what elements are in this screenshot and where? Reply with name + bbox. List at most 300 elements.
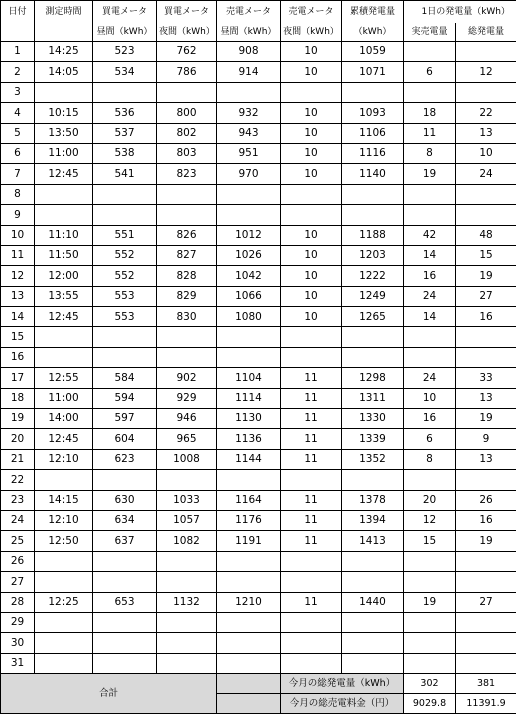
buy-night-cell: 902 (157, 368, 217, 388)
actual-sell-cell (404, 42, 456, 62)
time-cell: 11:50 (35, 245, 93, 265)
sell2-cell: 10 (281, 225, 342, 245)
time-cell: 12:45 (35, 429, 93, 449)
actual-sell-cell (404, 347, 456, 367)
buy-night-cell: 1132 (157, 592, 217, 612)
total-gen-cell: 19 (456, 409, 516, 429)
header-daily-generation: 1日の発電量（kWh） (404, 1, 516, 24)
sell-cell: 1144 (217, 449, 281, 469)
total-gen-cell (456, 327, 516, 347)
sell2-cell (281, 205, 342, 225)
buy-day-cell: 604 (93, 429, 157, 449)
total-gen-cell: 13 (456, 123, 516, 143)
time-cell: 11:10 (35, 225, 93, 245)
total-gen-cell (456, 612, 516, 632)
cumulative-cell: 1311 (342, 388, 404, 408)
total-gen-cell: 10 (456, 143, 516, 163)
cumulative-cell: 1222 (342, 266, 404, 286)
cumulative-cell (342, 633, 404, 653)
buy-day-cell: 553 (93, 286, 157, 306)
sell2-cell (281, 347, 342, 367)
day-cell: 28 (1, 592, 35, 612)
sell-cell (217, 470, 281, 490)
day-cell: 31 (1, 653, 35, 673)
cumulative-cell: 1071 (342, 62, 404, 82)
cumulative-cell: 1116 (342, 143, 404, 163)
table-row (1, 327, 516, 347)
buy-night-cell (157, 551, 217, 571)
time-cell (35, 82, 93, 102)
buy-day-cell (93, 327, 157, 347)
sell2-cell: 11 (281, 388, 342, 408)
sell-cell: 951 (217, 143, 281, 163)
time-cell (35, 470, 93, 490)
day-cell: 30 (1, 633, 35, 653)
table-row (1, 184, 516, 204)
day-cell: 5 (1, 123, 35, 143)
total-gen-cell (456, 633, 516, 653)
total-label: 合計 (1, 674, 217, 714)
time-cell: 12:50 (35, 531, 93, 551)
sell2-cell (281, 470, 342, 490)
buy-night-cell (157, 205, 217, 225)
buy-day-cell: 553 (93, 307, 157, 327)
buy-night-cell: 800 (157, 103, 217, 123)
subheader-row (1, 23, 516, 42)
buy-day-cell (93, 184, 157, 204)
cumulative-cell: 1265 (342, 307, 404, 327)
sell-cell (217, 82, 281, 102)
monthly-generation-label: 今月の総発電量（kWh） (281, 674, 404, 694)
actual-sell-cell: 15 (404, 531, 456, 551)
sell2-cell (281, 612, 342, 632)
total-gen-cell: 19 (456, 266, 516, 286)
total-gen-cell (456, 42, 516, 62)
actual-sell-cell: 24 (404, 286, 456, 306)
subheader-sell: 昼間（kWh） (217, 23, 281, 42)
sell-cell (217, 572, 281, 592)
total-gen-cell (456, 184, 516, 204)
total-gen-cell (456, 551, 516, 571)
total-gen-cell: 22 (456, 103, 516, 123)
buy-day-cell: 536 (93, 103, 157, 123)
sell2-cell: 10 (281, 62, 342, 82)
total-gen-cell: 48 (456, 225, 516, 245)
sell2-cell: 10 (281, 123, 342, 143)
total-gen-cell: 33 (456, 368, 516, 388)
table-row (1, 510, 516, 530)
sell-cell: 1104 (217, 368, 281, 388)
day-cell: 8 (1, 184, 35, 204)
actual-sell-cell: 16 (404, 266, 456, 286)
sell-cell: 970 (217, 164, 281, 184)
buy-night-cell: 802 (157, 123, 217, 143)
actual-sell-cell (404, 327, 456, 347)
buy-night-cell: 929 (157, 388, 217, 408)
time-cell: 12:25 (35, 592, 93, 612)
time-cell: 14:05 (35, 62, 93, 82)
day-cell: 6 (1, 143, 35, 163)
sell-cell (217, 205, 281, 225)
cumulative-cell: 1330 (342, 409, 404, 429)
day-cell: 25 (1, 531, 35, 551)
buy-night-cell (157, 184, 217, 204)
buy-night-cell: 829 (157, 286, 217, 306)
cumulative-cell: 1093 (342, 103, 404, 123)
buy-night-cell (157, 653, 217, 673)
table-row (1, 368, 516, 388)
cumulative-cell (342, 347, 404, 367)
time-cell: 12:55 (35, 368, 93, 388)
table-row (1, 307, 516, 327)
table-row (1, 551, 516, 571)
cumulative-cell (342, 572, 404, 592)
time-cell: 11:00 (35, 388, 93, 408)
table-row (1, 572, 516, 592)
buy-night-cell: 803 (157, 143, 217, 163)
sell-cell: 1130 (217, 409, 281, 429)
table-row (1, 388, 516, 408)
buy-day-cell: 630 (93, 490, 157, 510)
cumulative-cell (342, 184, 404, 204)
buy-night-cell (157, 612, 217, 632)
buy-night-cell: 1033 (157, 490, 217, 510)
time-cell (35, 327, 93, 347)
sell-cell (217, 633, 281, 653)
subheader-cumulative: （kWh） (342, 23, 404, 42)
buy-day-cell (93, 470, 157, 490)
cumulative-cell (342, 653, 404, 673)
table-row (1, 347, 516, 367)
day-cell: 7 (1, 164, 35, 184)
cumulative-cell: 1394 (342, 510, 404, 530)
day-cell: 16 (1, 347, 35, 367)
time-cell (35, 205, 93, 225)
sell-cell: 1042 (217, 266, 281, 286)
sell-cell (217, 327, 281, 347)
sell-cell: 1210 (217, 592, 281, 612)
table-row (1, 490, 516, 510)
time-cell (35, 551, 93, 571)
buy-day-cell (93, 653, 157, 673)
time-cell: 14:00 (35, 409, 93, 429)
buy-night-cell: 823 (157, 164, 217, 184)
sell2-cell (281, 82, 342, 102)
table-row (1, 531, 516, 551)
total-gen-cell (456, 653, 516, 673)
cumulative-cell: 1440 (342, 592, 404, 612)
total-gen-cell: 13 (456, 388, 516, 408)
sell-cell: 1176 (217, 510, 281, 530)
time-cell: 13:55 (35, 286, 93, 306)
sell-cell: 1012 (217, 225, 281, 245)
sell-cell: 914 (217, 62, 281, 82)
day-cell: 19 (1, 409, 35, 429)
buy-night-cell (157, 470, 217, 490)
cumulative-cell: 1352 (342, 449, 404, 469)
buy-night-cell: 826 (157, 225, 217, 245)
cumulative-cell (342, 82, 404, 102)
cumulative-cell: 1203 (342, 245, 404, 265)
day-cell: 26 (1, 551, 35, 571)
sell-cell: 908 (217, 42, 281, 62)
sell-cell: 1191 (217, 531, 281, 551)
total-gen-cell: 16 (456, 510, 516, 530)
table-row (1, 123, 516, 143)
buy-night-cell: 1082 (157, 531, 217, 551)
cumulative-cell (342, 327, 404, 347)
sell-cell: 1080 (217, 307, 281, 327)
time-cell (35, 572, 93, 592)
actual-sell-cell: 8 (404, 143, 456, 163)
cumulative-cell (342, 205, 404, 225)
buy-night-cell: 827 (157, 245, 217, 265)
buy-day-cell (93, 347, 157, 367)
sell2-cell: 11 (281, 429, 342, 449)
time-cell: 12:10 (35, 510, 93, 530)
actual-sell-cell (404, 633, 456, 653)
day-cell: 2 (1, 62, 35, 82)
sell2-cell: 10 (281, 307, 342, 327)
sell2-cell (281, 184, 342, 204)
cumulative-cell (342, 612, 404, 632)
actual-sell-cell: 42 (404, 225, 456, 245)
total-gen-cell: 12 (456, 62, 516, 82)
actual-sell-cell: 16 (404, 409, 456, 429)
buy-day-cell (93, 633, 157, 653)
sell2-cell: 10 (281, 164, 342, 184)
sell-cell: 932 (217, 103, 281, 123)
sell2-cell: 11 (281, 490, 342, 510)
actual-sell-cell: 10 (404, 388, 456, 408)
table-row (1, 103, 516, 123)
header-sell: 売電メータ (217, 1, 281, 24)
sell-cell: 1136 (217, 429, 281, 449)
buy-day-cell: 534 (93, 62, 157, 82)
cumulative-cell: 1188 (342, 225, 404, 245)
buy-night-cell (157, 82, 217, 102)
header-time: 測定時間 (35, 1, 93, 24)
time-cell: 12:10 (35, 449, 93, 469)
total-gen-cell: 15 (456, 245, 516, 265)
sell2-cell: 10 (281, 245, 342, 265)
buy-day-cell (93, 551, 157, 571)
actual-sell-cell: 19 (404, 164, 456, 184)
buy-night-cell: 946 (157, 409, 217, 429)
subheader-buy-day: 昼間（kWh） (93, 23, 157, 42)
total-gen-cell (456, 572, 516, 592)
day-cell: 12 (1, 266, 35, 286)
actual-sell-cell: 24 (404, 368, 456, 388)
sell2-cell (281, 653, 342, 673)
table-row (1, 62, 516, 82)
actual-sell-cell: 18 (404, 103, 456, 123)
sell2-cell (281, 327, 342, 347)
actual-sell-cell: 11 (404, 123, 456, 143)
time-cell: 14:25 (35, 42, 93, 62)
sell2-cell: 11 (281, 531, 342, 551)
cumulative-cell: 1106 (342, 123, 404, 143)
buy-day-cell: 653 (93, 592, 157, 612)
day-cell: 10 (1, 225, 35, 245)
actual-sell-cell: 12 (404, 510, 456, 530)
day-cell: 15 (1, 327, 35, 347)
table-row (1, 245, 516, 265)
sell2-cell: 11 (281, 510, 342, 530)
day-cell: 3 (1, 82, 35, 102)
header-cumulative: 累積発電量 (342, 1, 404, 24)
sell2-cell: 11 (281, 409, 342, 429)
actual-sell-cell: 19 (404, 592, 456, 612)
actual-sell-cell: 14 (404, 245, 456, 265)
day-cell: 23 (1, 490, 35, 510)
table-row (1, 449, 516, 469)
total-gen-cell: 16 (456, 307, 516, 327)
time-cell: 11:00 (35, 143, 93, 163)
buy-night-cell (157, 347, 217, 367)
sell2-cell (281, 551, 342, 571)
buy-day-cell: 552 (93, 245, 157, 265)
buy-day-cell: 523 (93, 42, 157, 62)
table-row (1, 205, 516, 225)
sell-cell: 1114 (217, 388, 281, 408)
actual-sell-cell (404, 551, 456, 571)
footer-row-1 (1, 674, 516, 694)
subheader-sell2: 夜間（kWh） (281, 23, 342, 42)
actual-sell-cell (404, 572, 456, 592)
sell2-cell: 11 (281, 449, 342, 469)
actual-sell-cell (404, 82, 456, 102)
cumulative-cell (342, 551, 404, 571)
cumulative-cell: 1413 (342, 531, 404, 551)
day-cell: 11 (1, 245, 35, 265)
buy-day-cell (93, 572, 157, 592)
header-day: 日付 (1, 1, 35, 24)
day-cell: 21 (1, 449, 35, 469)
monthly-generation-actual: 302 (404, 674, 456, 694)
buy-night-cell: 786 (157, 62, 217, 82)
cumulative-cell: 1378 (342, 490, 404, 510)
table-row (1, 409, 516, 429)
sell-cell: 1066 (217, 286, 281, 306)
total-gen-cell: 13 (456, 449, 516, 469)
sell-cell (217, 347, 281, 367)
table-row (1, 143, 516, 163)
table-row (1, 266, 516, 286)
time-cell: 14:15 (35, 490, 93, 510)
day-cell: 22 (1, 470, 35, 490)
day-cell: 4 (1, 103, 35, 123)
sell-cell (217, 184, 281, 204)
cumulative-cell: 1059 (342, 42, 404, 62)
sell-cell (217, 653, 281, 673)
table-row (1, 653, 516, 673)
table-row (1, 633, 516, 653)
cumulative-cell: 1298 (342, 368, 404, 388)
actual-sell-cell (404, 470, 456, 490)
buy-night-cell: 762 (157, 42, 217, 62)
buy-night-cell: 830 (157, 307, 217, 327)
subheader-total-gen: 総発電量 (456, 23, 516, 42)
day-cell: 24 (1, 510, 35, 530)
total-gen-cell: 19 (456, 531, 516, 551)
time-cell (35, 653, 93, 673)
buy-night-cell: 965 (157, 429, 217, 449)
actual-sell-cell: 6 (404, 429, 456, 449)
buy-day-cell: 537 (93, 123, 157, 143)
buy-night-cell (157, 327, 217, 347)
header-sell2: 売電メータ (281, 1, 342, 24)
actual-sell-cell: 8 (404, 449, 456, 469)
sell-cell: 1026 (217, 245, 281, 265)
actual-sell-cell: 14 (404, 307, 456, 327)
table-row (1, 470, 516, 490)
sell-cell (217, 612, 281, 632)
buy-day-cell (93, 205, 157, 225)
buy-day-cell (93, 82, 157, 102)
sell2-cell: 10 (281, 143, 342, 163)
day-cell: 17 (1, 368, 35, 388)
total-gen-cell: 26 (456, 490, 516, 510)
day-cell: 9 (1, 205, 35, 225)
time-cell: 12:45 (35, 164, 93, 184)
buy-day-cell: 552 (93, 266, 157, 286)
sell2-cell: 10 (281, 103, 342, 123)
day-cell: 13 (1, 286, 35, 306)
table-row (1, 429, 516, 449)
sell2-cell (281, 572, 342, 592)
total-gen-cell (456, 470, 516, 490)
time-cell: 10:15 (35, 103, 93, 123)
total-gen-cell: 27 (456, 286, 516, 306)
day-cell: 14 (1, 307, 35, 327)
table-row (1, 592, 516, 612)
sell-cell: 1164 (217, 490, 281, 510)
subheader-time-empty (35, 23, 93, 42)
buy-night-cell: 1057 (157, 510, 217, 530)
subheader-day-empty (1, 23, 35, 42)
buy-day-cell: 623 (93, 449, 157, 469)
sell2-cell: 11 (281, 368, 342, 388)
table-row (1, 225, 516, 245)
table-row (1, 82, 516, 102)
subheader-buy-night: 夜間（kWh） (157, 23, 217, 42)
buy-day-cell: 597 (93, 409, 157, 429)
buy-day-cell: 637 (93, 531, 157, 551)
monthly-generation-total: 381 (456, 674, 516, 694)
buy-night-cell (157, 572, 217, 592)
day-cell: 1 (1, 42, 35, 62)
buy-day-cell: 584 (93, 368, 157, 388)
buy-day-cell: 541 (93, 164, 157, 184)
sell2-cell: 10 (281, 286, 342, 306)
sell-cell: 943 (217, 123, 281, 143)
time-cell (35, 184, 93, 204)
day-cell: 27 (1, 572, 35, 592)
footer-shade-cell (217, 674, 281, 694)
buy-day-cell: 551 (93, 225, 157, 245)
actual-sell-cell (404, 205, 456, 225)
total-gen-cell (456, 205, 516, 225)
cumulative-cell: 1339 (342, 429, 404, 449)
time-cell (35, 612, 93, 632)
header-row (1, 1, 516, 24)
actual-sell-cell: 6 (404, 62, 456, 82)
total-gen-cell: 27 (456, 592, 516, 612)
time-cell: 12:45 (35, 307, 93, 327)
actual-sell-cell (404, 612, 456, 632)
sell2-cell: 10 (281, 42, 342, 62)
